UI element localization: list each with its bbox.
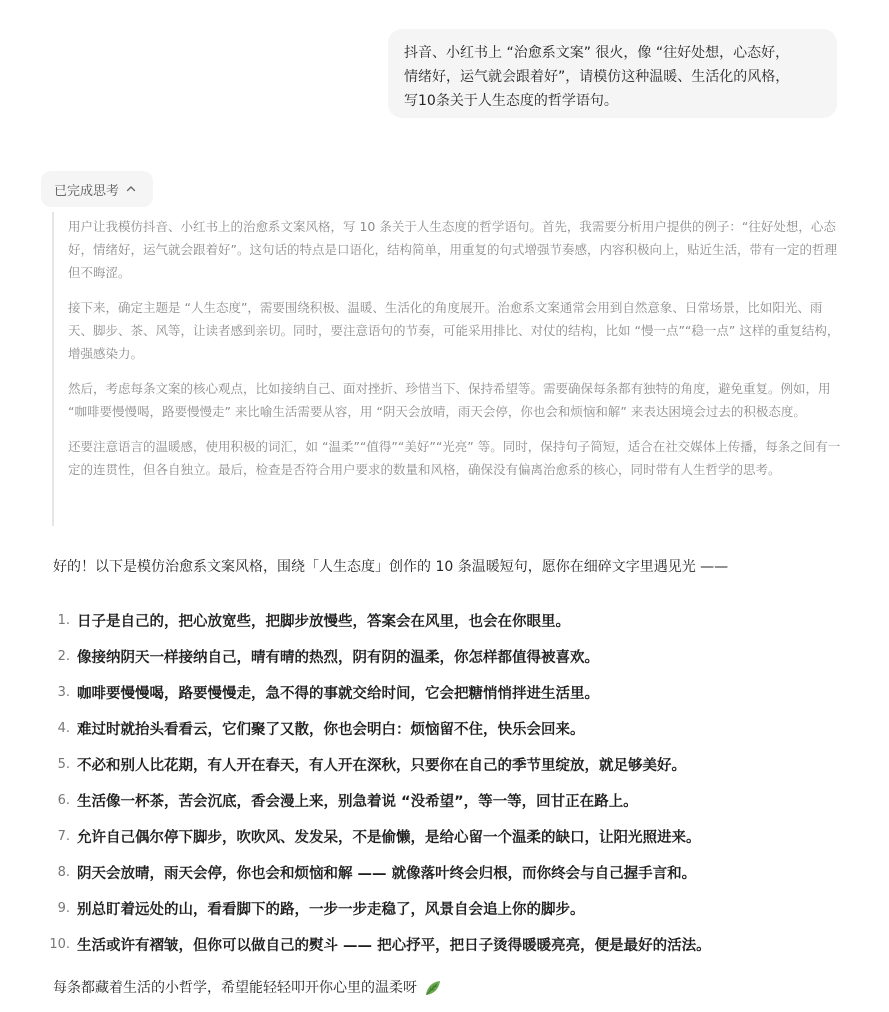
list-item <box>40 710 880 746</box>
list-item-text: 难过时就抬头看看云，它们聚了又散，你也会明白：烦恼留不住，快乐会回来。 <box>77 721 585 738</box>
list-item-text: 咖啡要慢慢喝，路要慢慢走，急不得的事就交给时间，它会把糖悄悄拌进生活里。 <box>77 685 599 702</box>
list-item <box>40 602 880 638</box>
user-message-bubble: 抖音、小红书上 “治愈系文案” 很火，像 “往好处想，心态好， 情绪好，运气就会跟着好”，请模仿这种温暖、生活化的风格， 写10条关于人生态度的哲学语句。 <box>388 29 837 118</box>
leaf-icon <box>423 978 443 998</box>
thinking-paragraph: 接下来，确定主题是 “人生态度”，需要围绕积极、温暖、生活化的角度展开。治愈系文案通常会用到自然意象、日常场景，比如阳光、雨天、脚步、茶、风等，让读者感到亲切。同时，要注意语句的节奏，可能采用排比、对仗的结构，比如 “慢一点”“稳一点” 这样的重复结构，增强感染力。 <box>68 300 840 361</box>
list-item <box>40 638 880 674</box>
answer-intro: 好的！以下是模仿治愈系文案风格，围绕「人生态度」创作的 10 条温暖短句，愿你在细碎文字里遇见光 —— <box>53 559 729 575</box>
thinking-paragraph: 用户让我模仿抖音、小红书上的治愈系文案风格，写 10 条关于人生态度的哲学语句。首先，我需要分析用户提供的例子：“往好处想，心态好，情绪好，运气就会跟着好”。这句话的特点是口语化，结构简单，用重复的句式增强节奏感，内容积极向上，贴近生活，带有一定的哲理但不晦涩。 <box>68 219 837 280</box>
list-item-text: 生活或许有褶皱，但你可以做自己的熨斗 —— 把心抒平，把日子烫得暖暖亮亮，便是最好的活法。 <box>77 937 711 954</box>
list-item-number: 10. <box>49 936 70 952</box>
thinking-paragraph: 还要注意语言的温暖感，使用积极的词汇，如 “温柔”“值得”“美好”“光亮” 等。同时，保持句子简短，适合在社交媒体上传播，每条之间有一定的连贯性，但各自独立。最后，检查是否符合用户要求的数量和风格，确保没有偏离治愈系的核心，同时带有人生哲学的思考。 <box>68 439 841 477</box>
list-item <box>40 782 880 818</box>
thinking-toggle-label: 已完成思考 <box>54 183 120 199</box>
list-item <box>40 818 880 854</box>
list-item-number: 9. <box>57 900 70 916</box>
list-item-text: 允许自己偶尔停下脚步，吹吹风、发发呆，不是偷懒，是给心留一个温柔的缺口，让阳光照进来。 <box>77 829 701 846</box>
list-item-number: 2. <box>57 648 70 664</box>
list-item <box>40 854 880 890</box>
list-item <box>40 890 880 926</box>
thinking-paragraph: 然后，考虑每条文案的核心观点，比如接纳自己、面对挫折、珍惜当下、保持希望等。需要确保每条都有独特的角度，避免重复。例如，用 “咖啡要慢慢喝，路要慢慢走” 来比喻生活需要从容，用 “阴天会放晴，雨天会停，你也会和烦恼和解” 来表达困境会过去的积极态度。 <box>68 381 831 419</box>
list-item-text: 生活像一杯茶，苦会沉底，香会漫上来，别急着说 “没希望”，等一等，回甘正在路上。 <box>77 793 638 810</box>
quote-list <box>40 602 880 962</box>
list-item-number: 7. <box>57 828 70 844</box>
list-item-text: 像接纳阴天一样接纳自己，晴有晴的热烈，阴有阴的温柔，你怎样都值得被喜欢。 <box>77 649 599 666</box>
list-item-text: 不必和别人比花期，有人开在春天，有人开在深秋，只要你在自己的季节里绽放，就足够美好。 <box>77 757 686 774</box>
answer-outro <box>53 976 443 1000</box>
list-item-text: 日子是自己的，把心放宽些，把脚步放慢些，答案会在风里，也会在你眼里。 <box>77 613 570 630</box>
list-item-number: 3. <box>57 684 70 700</box>
list-item-text: 别总盯着远处的山，看看脚下的路，一步一步走稳了，风景自会追上你的脚步。 <box>77 901 585 918</box>
chevron-up-icon <box>125 183 137 195</box>
list-item-number: 1. <box>57 612 70 628</box>
list-item-number: 5. <box>57 756 70 772</box>
thinking-content <box>52 212 842 526</box>
list-item <box>40 746 880 782</box>
list-item-number: 6. <box>57 792 70 808</box>
thinking-toggle-button[interactable] <box>41 171 153 207</box>
outro-text: 每条都藏着生活的小哲学，希望能轻轻叩开你心里的温柔呀 <box>53 980 417 996</box>
list-item-text: 阴天会放晴，雨天会停，你也会和烦恼和解 —— 就像落叶终会归根，而你终会与自己握手言和。 <box>77 865 697 882</box>
list-item-number: 8. <box>57 864 70 880</box>
list-item-number: 4. <box>57 720 70 736</box>
list-item <box>40 674 880 710</box>
list-item <box>40 926 880 962</box>
